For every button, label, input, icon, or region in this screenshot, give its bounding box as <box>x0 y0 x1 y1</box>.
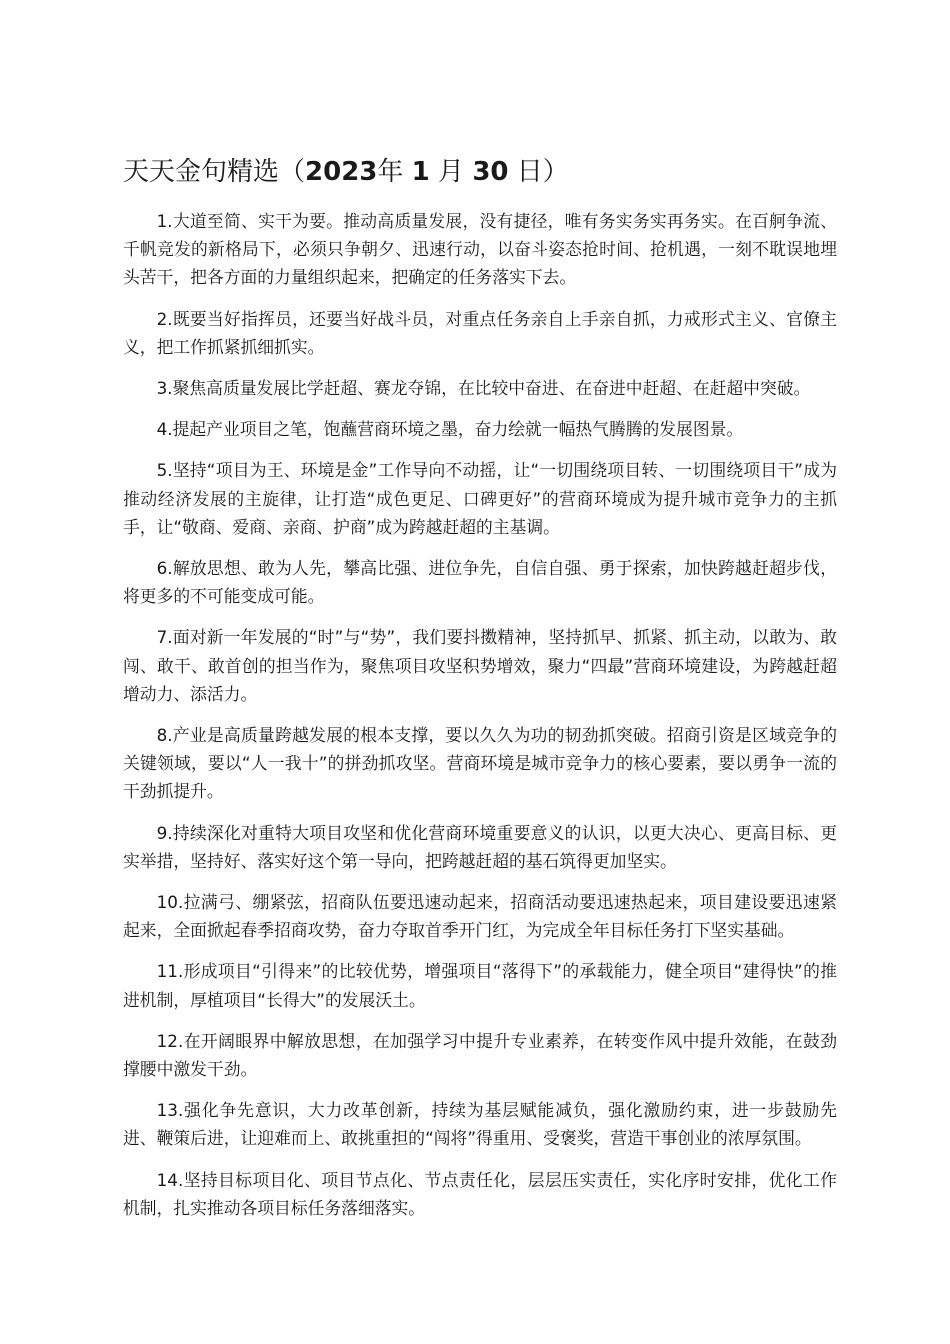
paragraph-13: 13.强化争先意识，大力改革创新，持续为基层赋能减负，强化激励约束，进一步鼓励先进、鞭策后进，让迎难而上、敢挑重担的“闯将”得重用、受褒奖，营造干事创业的浓厚氛围。 <box>123 1100 837 1149</box>
paragraph-12: 12.在开阔眼界中解放思想，在加强学习中提升专业素养，在转变作风中提升效能，在鼓劲撑腰中激发干劲。 <box>123 1030 837 1080</box>
title-month-unit: 月 <box>438 157 465 187</box>
title-year: 2023 <box>305 157 378 187</box>
page-title <box>123 152 843 192</box>
paragraph-5: 5.坚持“项目为王、环境是金”工作导向不动摇，让“一切围绕项目转、一切围绕项目干”成为推动经济发展的主旋律，让打造“成色更足、口碑更好”的营商环境成为提升城市竞争力的主抓手，让“敬商、爱商、亲商、护商”成为跨越赶超的主基调。 <box>123 460 837 537</box>
paragraph-7: 7.面对新一年发展的“时”与“势”，我们要抖擞精神，坚持抓早、抓紧、抓主动，以敢为、敢闯、敢干、敢首创的担当作为，聚焦项目攻坚积势增效，聚力“四最”营商环境建设，为跨越赶超增动力、添活力。 <box>123 627 837 704</box>
title-year-unit: 年 <box>377 157 404 187</box>
paragraph-11: 11.形成项目“引得来”的比较优势，增强项目“落得下”的承载能力，健全项目“建得快”的推进机制，厚植项目“长得大”的发展沃土。 <box>123 961 837 1010</box>
paragraph-4: 4.提起产业项目之笔，饱蘸营商环境之墨，奋力绘就一幅热气腾腾的发展图景。 <box>156 419 744 440</box>
title-suffix: 日） <box>516 157 569 187</box>
paragraph-6: 6.解放思想、敢为人先，攀高比强、进位争先，自信自强、勇于探索，加快跨越赶超步伐，将更多的不可能变成可能。 <box>123 558 837 607</box>
paragraph-8: 8.产业是高质量跨越发展的根本支撑，要以久久为功的韧劲抓突破。招商引资是区域竞争的关键领域，要以“人一我十”的拼劲抓攻坚。营商环境是城市竞争力的核心要素，要以勇争一流的干劲抓提升。 <box>123 725 837 802</box>
paragraph-9: 9.持续深化对重特大项目攻坚和优化营商环境重要意义的认识，以更大决心、更高目标、更实举措，坚持好、落实好这个第一导向，把跨越赶超的基石筑得更加坚实。 <box>123 822 837 871</box>
title-day: 30 <box>472 157 509 187</box>
document-body <box>123 207 837 1235</box>
paragraph-1: 1.大道至简、实干为要。推动高质量发展，没有捷径，唯有务实务实再务实。在百舸争流、千帆竞发的新格局下，必须只争朝夕、迅速行动，以奋斗姿态抢时间、抢机遇，一刻不耽误地埋头苦干，把各方面的力量组织起来，把确定的任务落实下去。 <box>123 211 837 288</box>
title-month: 1 <box>411 157 430 187</box>
paragraph-2: 2.既要当好指挥员，还要当好战斗员，对重点任务亲自上手亲自抓，力戒形式主义、官僚主义，把工作抓紧抓细抓实。 <box>123 308 837 357</box>
paragraph-10: 10.拉满弓、绷紧弦，招商队伍要迅速动起来，招商活动要迅速热起来，项目建设要迅速紧起来，全面掀起春季招商攻势，奋力夺取首季开门红，为完成全年目标任务打下坚实基础。 <box>123 892 837 941</box>
paragraph-14: 14.坚持目标项目化、项目节点化、节点责任化，层层压实责任，实化序时安排，优化工作机制，扎实推动各项目标任务落细落实。 <box>123 1169 837 1218</box>
title-prefix: 天天金句精选（ <box>123 157 306 187</box>
paragraph-3: 3.聚焦高质量发展比学赶超、赛龙夺锦，在比较中奋进、在奋进中赶超、在赶超中突破。 <box>156 378 811 399</box>
